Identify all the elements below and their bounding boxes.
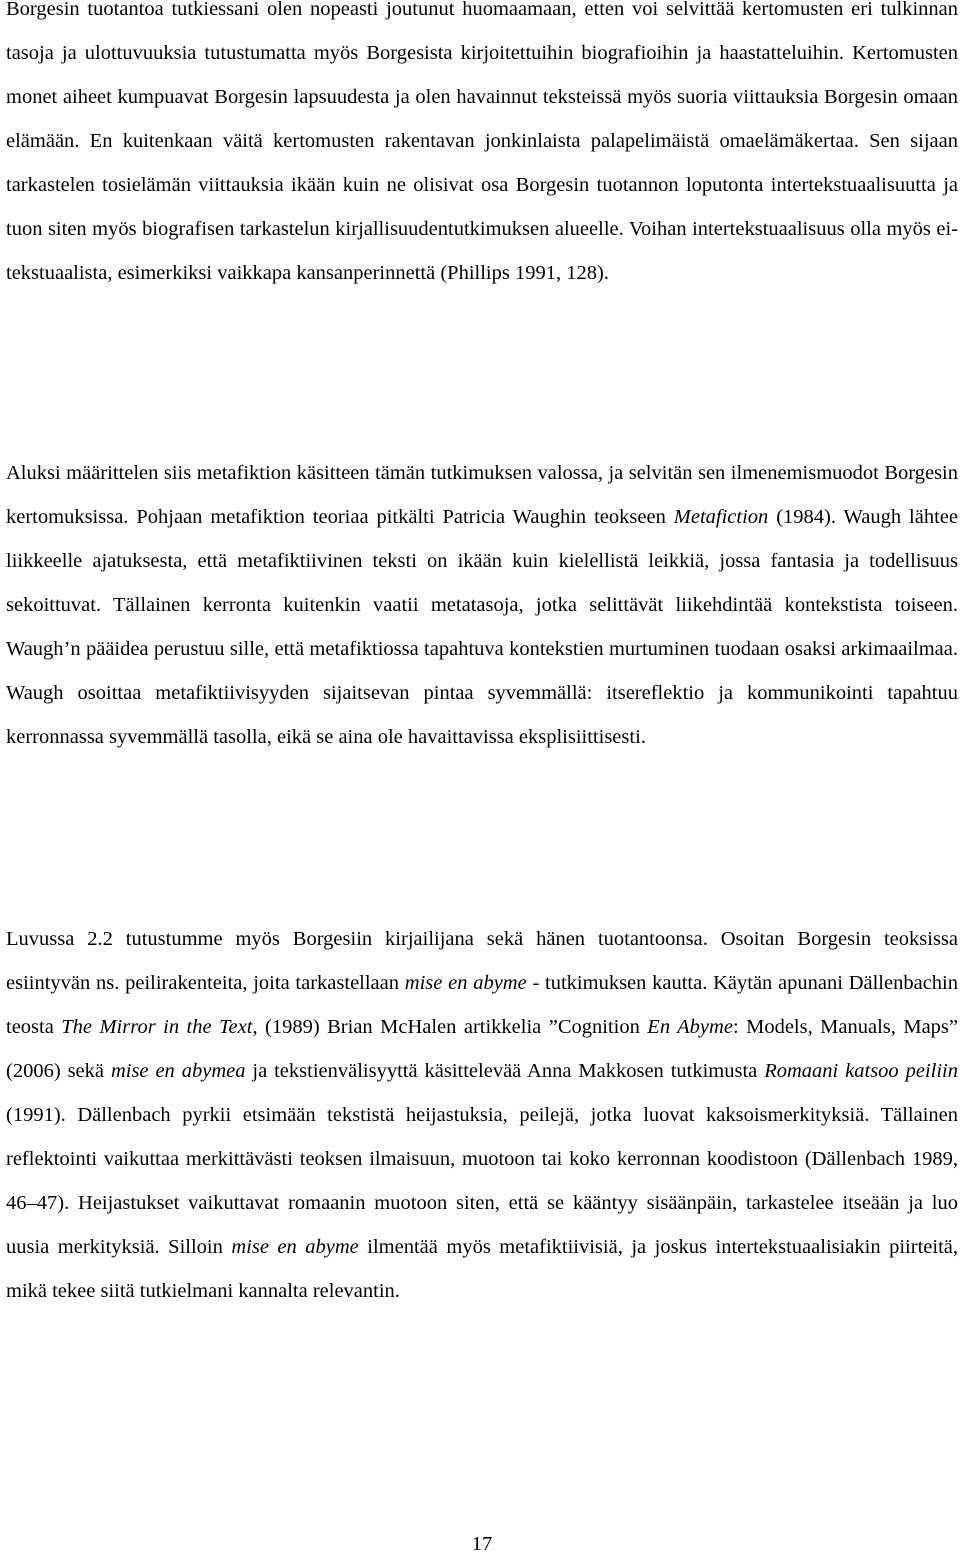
text-run: Aluksi määrittelen siis metafiktion käsitteen tämän tutkimuksen valossa, ja selvitän sen ilmenemismuodot Borgesin kertomuksissa. Pohjaan metafiktion teoriaa pitkälti Patricia Waughin teokseen xyxy=(6,462,958,528)
text-run: Borgesin tuotantoa tutkiessani olen nopeasti joutunut huomaamaan, etten voi selvittää kertomusten eri tulkinnan tasoja ja ulottuvuuksia tutustumatta myös Borgesista kirjoitettuihin biografioihin ja haastatteluihin. Kertomusten monet aiheet kumpuavat Borgesin lapsuudesta ja olen havainnut teksteissä myös suoria viittauksia Borgesin omaan elämään. En kuitenkaan väitä kertomusten rakentavan jonkinlaista palapelimäistä omaelämäkertaa. Sen sijaan tarkastelen tosielämän viittauksia ikään kuin ne olisivat osa Borgesin tuotannon loputonta intertekstuaalisuutta ja tuon siten myös biografisen tarkastelun kirjallisuudentutkimuksen alueelle. Voihan intertekstuaalisuus olla myös ei-tekstuaalista, esimerkiksi vaikkapa kansanperinnettä (Phillips 1991, 128). xyxy=(6,0,958,284)
page-number: 17 xyxy=(471,1533,493,1555)
paragraph-metafiction xyxy=(6,451,958,759)
document-page xyxy=(6,0,958,1556)
italic-text: mise en abyme xyxy=(404,972,527,994)
text-run: - tutkimuksen kautta. Käytän apunani Dällenbachin teosta xyxy=(6,972,958,1038)
text-run: ja tekstienvälisyyttä käsittelevää Anna Makkosen tutkimusta xyxy=(245,1060,765,1082)
text-run: ilmentää myös metafiktiivisiä, ja joskus intertekstuaalisiakin piirteitä, mikä tekee siitä tutkielmani kannalta relevantin. xyxy=(6,1236,958,1302)
italic-text: Metafiction xyxy=(673,506,769,528)
italic-text: The Mirror in the Text, xyxy=(61,1016,258,1038)
italic-text: Romaani katsoo peiliin xyxy=(764,1060,958,1082)
italic-text: mise en abyme xyxy=(231,1236,359,1258)
italic-text: En Abyme xyxy=(647,1016,733,1038)
text-run: : Models, Manuals, Maps” (2006) sekä xyxy=(6,1016,958,1082)
text-run: (1984). Waugh lähtee liikkeelle ajatuksesta, että metafiktiivinen teksti on ikään kuin kielellistä leikkiä, jossa fantasia ja todellisuus sekoittuvat. Tällainen kerronta kuitenkin vaatii metatasoja, jotka selittävät liikehdintää kontekstista toiseen. Waugh’n pääidea perustuu sille, että metafiktiossa tapahtuva kontekstien murtuminen tuodaan osaksi arkimaailmaa. Waugh osoittaa metafiktiivisyyden sijaitsevan pintaa syvemmällä: itsereflektio ja kommunikointi tapahtuu kerronnassa syvemmällä tasolla, eikä se aina ole havaittavissa eksplisiittisesti. xyxy=(6,506,958,748)
italic-text: mise en abymea xyxy=(110,1060,246,1082)
text-run: (1989) Brian McHalen artikkelia ”Cognition xyxy=(257,1016,648,1038)
text-run: (1991). Dällenbach pyrkii etsimään tekstistä heijastuksia, peilejä, jotka luovat kaksoismerkityksiä. Tällainen reflektointi vaikuttaa merkittävästi teoksen ilmaisuun, muotoon tai koko kerronnan koodistoon (Dällenbach 1989, 46–47). Heijastukset vaikuttavat romaanin muotoon siten, että se kääntyy sisäänpäin, tarkastelee itseään ja luo uusia merkityksiä. Silloin xyxy=(6,1104,958,1258)
paragraph-mise-en-abyme xyxy=(6,917,958,1313)
paragraph-biography xyxy=(6,0,958,295)
text-run: Luvussa 2.2 tutustumme myös Borgesiin kirjailijana sekä hänen tuotantoonsa. Osoitan Borgesin teoksissa esiintyvän ns. peilirakenteita, joita tarkastellaan xyxy=(6,928,958,994)
